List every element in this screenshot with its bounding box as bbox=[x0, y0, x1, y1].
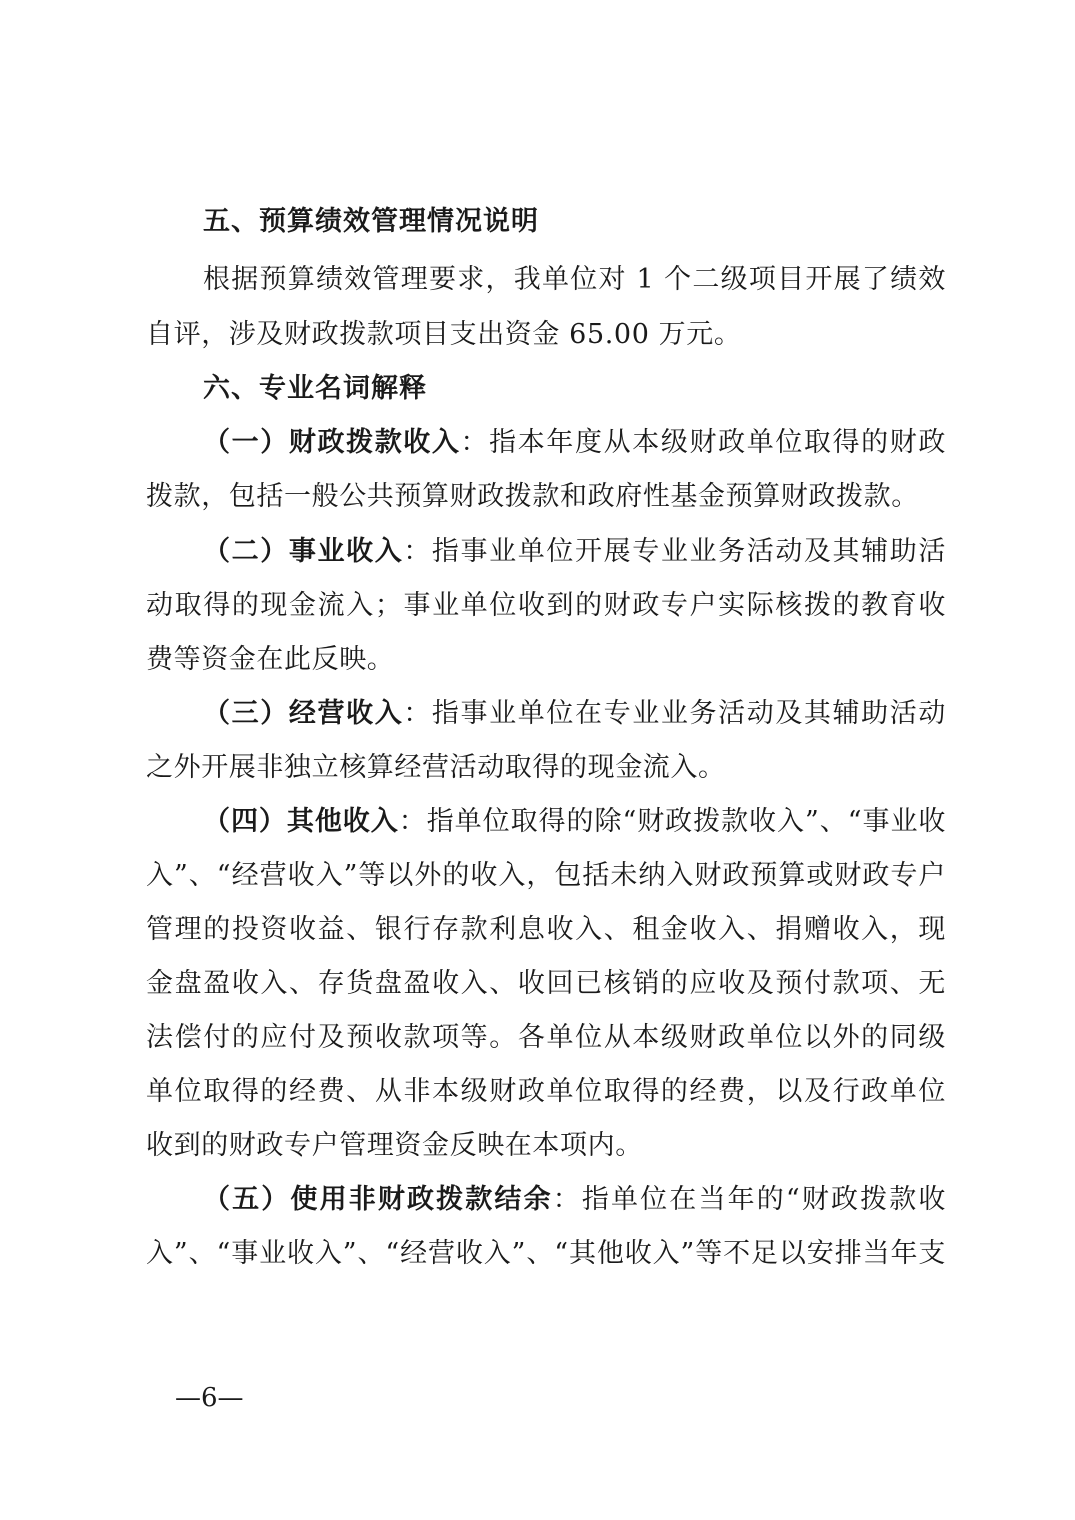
paragraph-line: 管理的投资收益、银行存款利息收入、租金收入、捐赠收入，现 bbox=[146, 914, 946, 945]
definition-term: （三）经营收入 bbox=[203, 698, 404, 729]
page-number: —6— bbox=[175, 1383, 244, 1413]
definition-text: ：指本年度从本级财政单位取得的财政 bbox=[460, 427, 946, 458]
paragraph-line: 之外开展非独立核算经营活动取得的现金流入。 bbox=[146, 752, 726, 783]
section-heading-5: 五、预算绩效管理情况说明 bbox=[203, 206, 539, 237]
paragraph-line: 入”、“事业收入”、“经营收入”、“其他收入”等不足以安排当年支 bbox=[146, 1238, 946, 1269]
paragraph-line: 单位取得的经费、从非本级财政单位取得的经费，以及行政单位 bbox=[146, 1076, 946, 1107]
paragraph-line: 自评，涉及财政拨款项目支出资金 65.00 万元。 bbox=[146, 319, 742, 350]
definition-term: （二）事业收入 bbox=[203, 536, 404, 567]
definition-term: （一）财政拨款收入 bbox=[203, 427, 461, 458]
definition-text: ：指单位取得的除“财政拨款收入”、“事业收 bbox=[398, 806, 947, 837]
paragraph-line: 动取得的现金流入；事业单位收到的财政专户实际核拨的教育收 bbox=[146, 590, 946, 621]
paragraph-line: 费等资金在此反映。 bbox=[146, 644, 395, 675]
definition-text: ：指单位在当年的“财政拨款收 bbox=[552, 1184, 947, 1215]
definition-term: （五）使用非财政拨款结余 bbox=[203, 1184, 553, 1215]
paragraph-line: 法偿付的应付及预收款项等。各单位从本级财政单位以外的同级 bbox=[146, 1022, 946, 1053]
paragraph-line: 根据预算绩效管理要求，我单位对 1 个二级项目开展了绩效 bbox=[203, 264, 946, 295]
paragraph-line: 入”、“经营收入”等以外的收入，包括未纳入财政预算或财政专户 bbox=[146, 860, 946, 891]
definition-item-2 bbox=[203, 535, 946, 569]
definition-item-4 bbox=[203, 805, 946, 839]
section-heading-6: 六、专业名词解释 bbox=[203, 373, 427, 404]
paragraph-line: 金盘盈收入、存货盘盈收入、收回已核销的应收及预付款项、无 bbox=[146, 968, 946, 999]
definition-item-5 bbox=[203, 1183, 946, 1217]
definition-text: ：指事业单位在专业业务活动及其辅助活动 bbox=[403, 698, 946, 729]
paragraph-line: 收到的财政专户管理资金反映在本项内。 bbox=[146, 1130, 643, 1161]
paragraph-line: 拨款，包括一般公共预算财政拨款和政府性基金预算财政拨款。 bbox=[146, 481, 919, 512]
definition-text: ：指事业单位开展专业业务活动及其辅助活 bbox=[403, 536, 946, 567]
definition-term: （四）其他收入 bbox=[203, 806, 399, 837]
definition-item-3 bbox=[203, 697, 946, 731]
definition-item-1 bbox=[203, 426, 946, 460]
